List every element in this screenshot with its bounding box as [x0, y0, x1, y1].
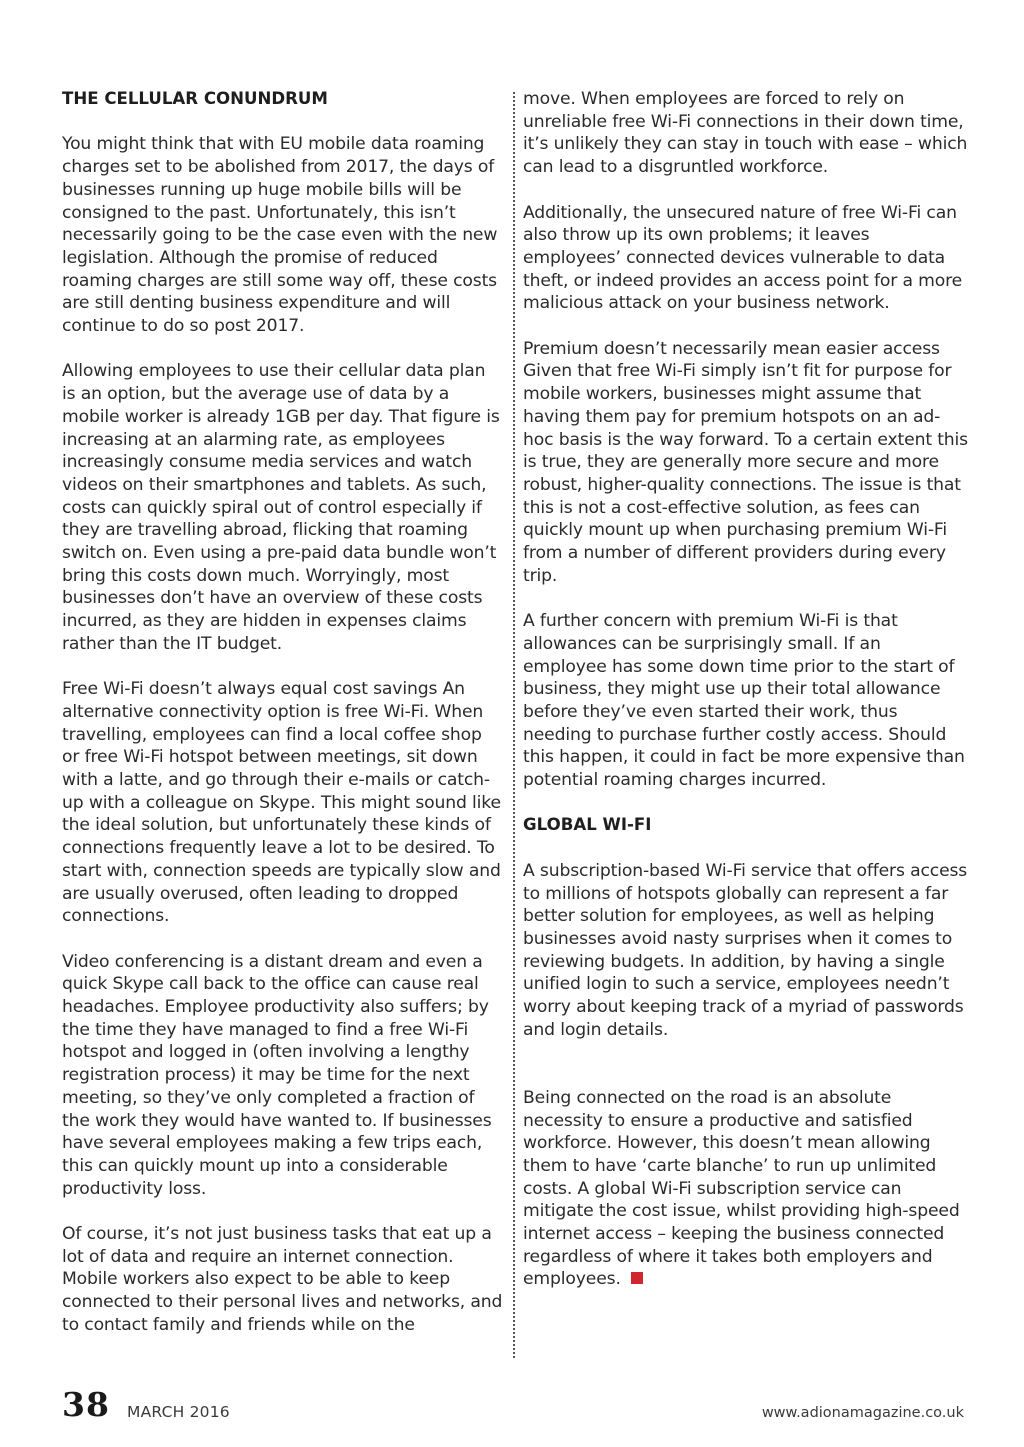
section-heading-cellular-conundrum: THE CELLULAR CONUNDRUM	[62, 89, 328, 108]
paragraph: move. When employees are forced to rely on unreliable free Wi-Fi connections in their down time, it’s unlikely they can stay in touch with ease – which can lead to a disgruntled workforce.	[523, 89, 968, 178]
paragraph: Of course, it’s not just business tasks that eat up a lot of data and require an internet connection. Mobile workers also expect to be able to keep connected to their personal lives and networks, and to contact family and friends while on the	[62, 1224, 503, 1335]
paragraph: Premium doesn’t necessarily mean easier access Given that free Wi-Fi simply isn’t fit for purpose for mobile workers, businesses might assume that having them pay for premium hotspots on an ad-hoc basis is the way forward. To a certain extent this is true, they are generally more secure and more robust, higher-quality connections. The issue is that this is not a cost-effective solution, as fees can quickly mount up when purchasing premium Wi-Fi from a number of different providers during every trip.	[523, 338, 968, 586]
paragraph: A subscription-based Wi-Fi service that offers access to millions of hotspots globally can represent a far better solution for employees, as well as helping businesses avoid nasty surprises when it comes to reviewing budgets. In addition, by having a single unified login to such a service, employees needn’t worry about keeping track of a myriad of passwords and login details.	[523, 860, 968, 1040]
section-heading-global-wifi: GLOBAL WI-FI	[523, 815, 652, 835]
page-number: 38	[62, 1385, 110, 1424]
right-column	[523, 88, 969, 1314]
paragraph: Additionally, the unsecured nature of free Wi-Fi can also throw up its own problems; it leaves employees’ connected devices vulnerable to data theft, or indeed provides an access point for a more malicious attack on your business network.	[523, 202, 963, 314]
website-url: www.adionamagazine.co.uk	[761, 1405, 964, 1421]
left-column	[62, 88, 504, 1359]
paragraph: A further concern with premium Wi-Fi is that allowances can be surprisingly small. If an employee has some down time prior to the start of business, they might use up their total allowance before they’ve even started their work, thus needing to purchase further costly access. Should this happen, it could in fact be more expensive than potential roaming charges incurred.	[523, 611, 965, 791]
end-of-article-icon	[631, 1272, 643, 1284]
paragraph: Video conferencing is a distant dream and even a quick Skype call back to the office can cause real headaches. Employee productivity also suffers; by the time they have managed to find a free Wi-Fi hotspot and logged in (often involving a lengthy registration process) it may be time for the next meeting, so they’ve only completed a fraction of the work they would have wanted to. If businesses have several employees making a few trips each, this can quickly mount up into a considerable productivity loss.	[62, 951, 492, 1199]
paragraph: Free Wi-Fi doesn’t always equal cost savings An alternative connectivity option is free Wi-Fi. When travelling, employees can find a local coffee shop or free Wi-Fi hotspot between meetings, sit down with a latte, and go through their e-mails or catch-up with a colleague on Skype. This might sound like the ideal solution, but unfortunately these kinds of connections frequently leave a lot to be desired. To start with, connection speeds are typically slow and are usually overused, often leading to dropped connections.	[62, 679, 501, 927]
issue-date: MARCH 2016	[127, 1403, 230, 1421]
column-divider	[513, 92, 515, 1358]
paragraph: You might think that with EU mobile data roaming charges set to be abolished from 2017, the days of businesses running up huge mobile bills will be consigned to the past. Unfortunately, this isn’t necessarily going to be the case even with the new legislation. Although the promise of reduced roaming charges are still some way off, these costs are still denting business expenditure and will continue to do so post 2017.	[62, 134, 498, 337]
paragraph: Allowing employees to use their cellular data plan is an option, but the average use of data by a mobile worker is already 1GB per day. That figure is increasing at an alarming rate, as employees increasingly consume media services and watch videos on their smartphones and tablets. As such, costs can quickly spiral out of control especially if they are travelling abroad, flicking that roaming switch on. Even using a pre-paid data bundle won’t bring this costs down much. Worryingly, most businesses don’t have an overview of these costs incurred, as they are hidden in expenses claims rather than the IT budget.	[62, 361, 500, 654]
closing-paragraph-text: Being connected on the road is an absolute necessity to ensure a productive and satisfied workforce. However, this doesn’t mean allowing them to have ‘carte blanche’ to run up unlimited costs. A global Wi-Fi subscription service can mitigate the cost issue, whilst providing high-speed internet access – keeping the business connected regardless of where it takes both employers and employees.	[523, 1087, 960, 1290]
closing-paragraph	[523, 1087, 969, 1291]
